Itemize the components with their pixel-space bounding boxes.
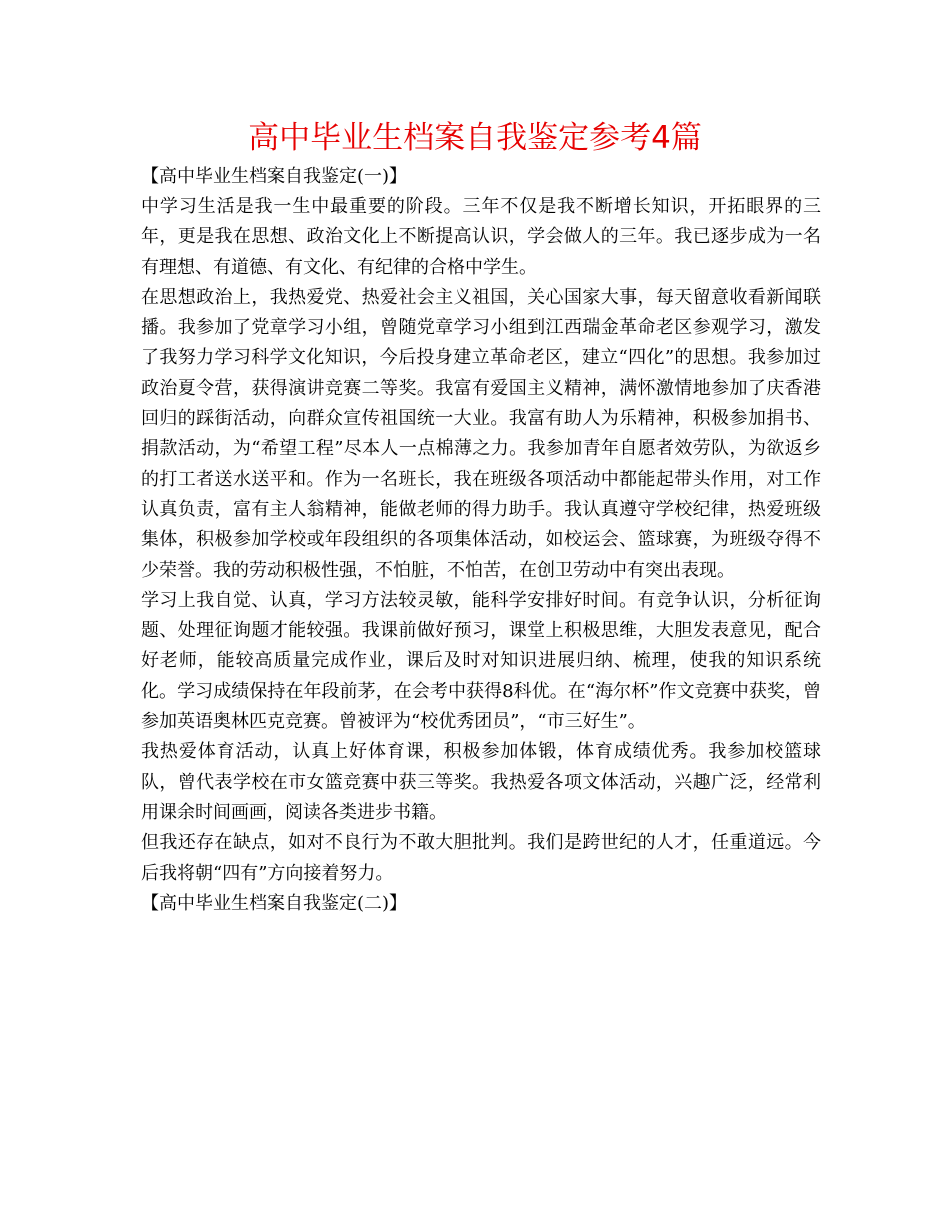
paragraph-shortcomings: 但我还存在缺点，如对不良行为不敢大胆批判。我们是跨世纪的人才，任重道远。今后我将朝“四有”方向接着努力。	[141, 832, 821, 884]
paragraph-politics: 在思想政治上，我热爱党、热爱社会主义祖国，关心国家大事，每天留意收看新闻联播。我参加了党章学习小组，曾随党章学习小组到江西瑞金革命老区参观学习，激发了我努力学习科学文化知识，今后投身建立革命老区，建立“四化”的思想。我参加过政治夏令营，获得演讲竞赛二等奖。我富有爱国主义精神，满怀激情地参加了庆香港回归的踩街活动，向群众宣传祖国统一大业。我富有助人为乐精神，积极参加捐书、捐款活动，为“希望工程”尽本人一点棉薄之力。我参加青年自愿者效劳队，为欲返乡的打工者送水送平和。作为一名班长，我在班级各项活动中都能起带头作用，对工作认真负责，富有主人翁精神，能做老师的得力助手。我认真遵守学校纪律，热爱班级集体，积极参加学校或年段组织的各项集体活动，如校运会、篮球赛，为班级夺得不少荣誉。我的劳动积极性强，不怕脏，不怕苦，在创卫劳动中有突出表现。	[141, 286, 821, 581]
paragraph-study: 学习上我自觉、认真，学习方法较灵敏，能科学安排好时间。有竞争认识，分析征询题、处理征询题才能较强。我课前做好预习，课堂上积极思维，大胆发表意见，配合好老师，能较高质量完成作业，课后及时对知识进展归纳、梳理，使我的知识系统化。学习成绩保持在年段前茅，在会考中获得8科优。在“海尔杯”作文竞赛中获奖，曾参加英语奥林匹克竞赛。曾被评为“校优秀团员”，“市三好生”。	[141, 589, 821, 733]
paragraph-sports: 我热爱体育活动，认真上好体育课，积极参加体锻，体育成绩优秀。我参加校篮球队，曾代表学校在市女篮竞赛中获三等奖。我热爱各项文体活动，兴趣广泛，经常利用课余时间画画，阅读各类进步书籍。	[141, 741, 821, 823]
document-title: 高中毕业生档案自我鉴定参考4篇	[248, 120, 702, 156]
section-heading-one: 【高中毕业生档案自我鉴定(一)】	[141, 166, 408, 187]
paragraph-intro: 中学习生活是我一生中最重要的阶段。三年不仅是我不断增长知识，开拓眼界的三年，更是我在思想、政治文化上不断提高认识，学会做人的三年。我已逐步成为一名有理想、有道德、有文化、有纪律的合格中学生。	[141, 196, 821, 278]
document-body	[141, 162, 821, 919]
section-heading-two: 【高中毕业生档案自我鉴定(二)】	[141, 892, 408, 914]
